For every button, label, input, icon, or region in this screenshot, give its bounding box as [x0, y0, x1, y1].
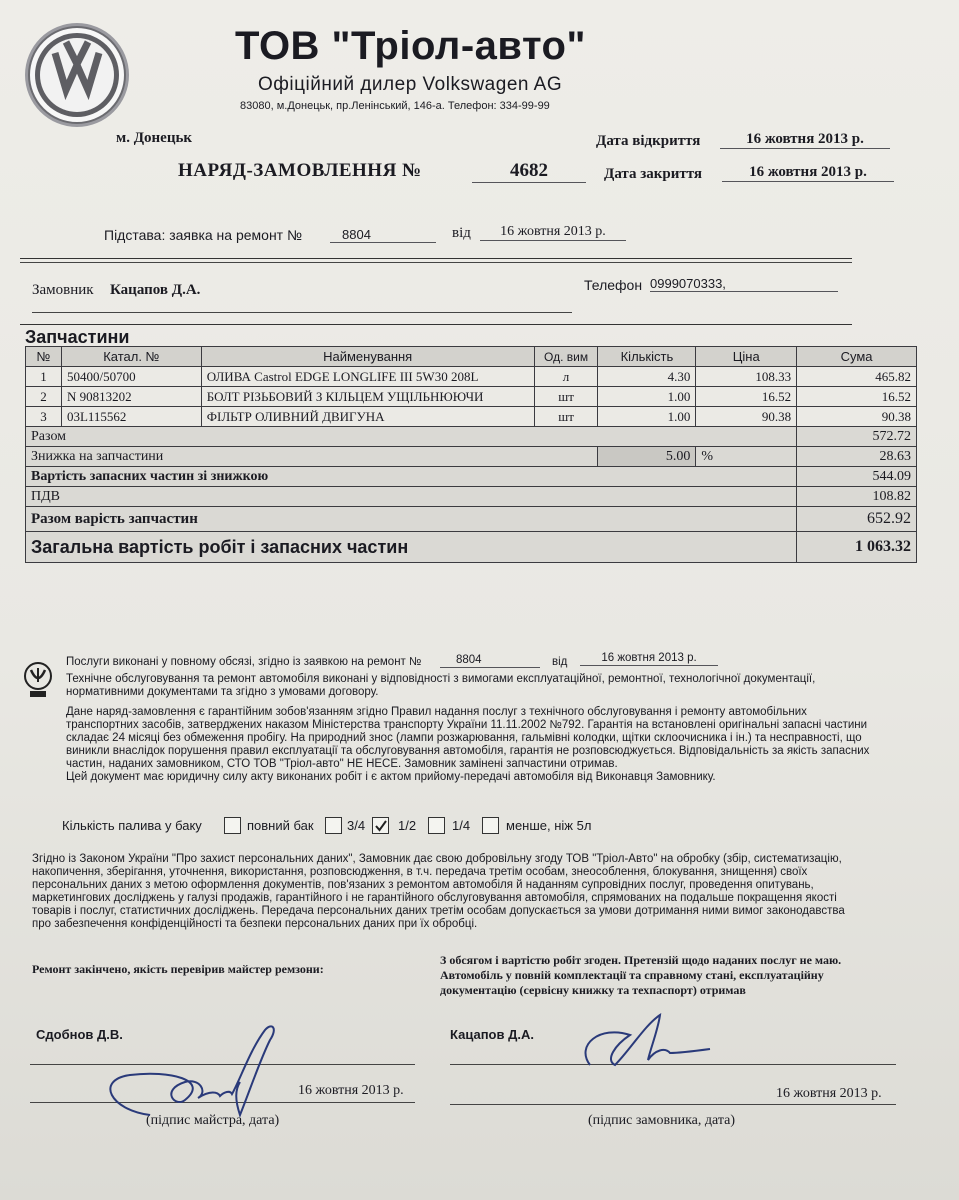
basis-label: Підстава: заявка на ремонт №	[104, 227, 303, 243]
services-date: 16 жовтня 2013 р.	[580, 652, 718, 666]
parts-title: Запчастини	[25, 327, 130, 347]
basis-from-label: від	[452, 225, 471, 241]
order-number: 4682	[472, 160, 586, 183]
col-header: Катал. №	[61, 347, 201, 367]
customer-signature-icon	[570, 1005, 720, 1075]
fuel-option-label: повний бак	[247, 818, 314, 833]
col-header: Ціна	[696, 347, 797, 367]
catalog-number: 03L115562	[61, 407, 201, 427]
subtotal-label: Разом	[26, 427, 797, 447]
parts-table	[25, 346, 917, 563]
warranty-line: Дане наряд-замовлення є гарантійним зобов'язанням згідно Правил надання послуг з технічного обслуговування і ремонту автомобільних	[66, 706, 807, 718]
vat-row	[26, 487, 917, 507]
price: 16.52	[696, 387, 797, 407]
city: м. Донецьк	[116, 130, 193, 146]
parts-total-value: 652.92	[797, 507, 917, 532]
quantity: 1.00	[598, 387, 696, 407]
privacy-line: персональних даних з метою оформлення документів, пов'язаних з ремонтом автомобіля й наданням супровідних послуг, проведення опитувань,	[32, 879, 814, 891]
volkswagen-logo-icon	[22, 20, 132, 130]
discount-percent-sign: %	[696, 447, 797, 467]
price: 90.38	[696, 407, 797, 427]
discount-value: 28.63	[797, 447, 917, 467]
fuel-under-5l-checkbox[interactable]	[482, 817, 499, 834]
services-from: від	[552, 656, 568, 668]
table-row	[26, 407, 917, 427]
quantity: 1.00	[598, 407, 696, 427]
col-header: Найменування	[201, 347, 534, 367]
fuel-option-label: менше, ніж 5л	[506, 818, 592, 833]
master-name: Сдобнов Д.В.	[36, 1027, 123, 1042]
table-row	[26, 387, 917, 407]
subtotal-row	[26, 427, 917, 447]
unit: шт	[534, 387, 598, 407]
customer-name-sign: Кацапов Д.А.	[450, 1027, 534, 1042]
basis-number: 8804	[330, 227, 436, 243]
warranty-line: складає 24 місяці без обмеження пробігу. На природний знос (лампи розжарювання, гальмівні колодки, щітки склоочисника і ін.) та несправності, що	[66, 732, 862, 744]
catalog-number: 50400/50700	[61, 367, 201, 387]
fuel-quarter-checkbox[interactable]	[428, 817, 445, 834]
privacy-line: товарів і послуг, статистичних досліджень. Передача персональних даних третім особам допускається за умови дотримання ними вимог законодавства	[32, 905, 845, 917]
part-name: ОЛИВА Castrol EDGE LONGLIFE III 5W30 208L	[201, 367, 534, 387]
master-signature-icon	[90, 1020, 290, 1130]
table-row	[26, 367, 917, 387]
customer-label: Замовник	[32, 282, 94, 298]
fuel-option-label: 1/4	[452, 818, 471, 833]
grand-total-row	[26, 532, 917, 563]
sum: 16.52	[797, 387, 917, 407]
customer-note-line: Автомобіль у повній комплектації та справному стані, експлуатаційну	[440, 968, 824, 982]
sum: 90.38	[797, 407, 917, 427]
certification-mark-icon	[22, 660, 58, 700]
discount-row	[26, 447, 917, 467]
customer-caption: (підпис замовника, дата)	[588, 1113, 736, 1128]
fuel-label: Кількість палива у баку	[62, 818, 202, 833]
discount-label: Знижка на запчастини	[26, 447, 598, 467]
privacy-line: Згідно із Законом України "Про захист персональних даних", Замовник дає свою добровільну згоду ТОВ "Тріол-Авто" на обробку (збір, систематизацію,	[32, 853, 842, 865]
terms-line: Технічне обслуговування та ремонт автомобіля виконані у відповідності з вимогами експлуатаційної, ремонтної, технологічної документації,	[66, 673, 816, 685]
fuel-three-quarter-checkbox[interactable]	[325, 817, 342, 834]
table-header-row	[26, 347, 917, 367]
privacy-line: маркетингових досліджень у галузі продажів, гарантійного і не гарантійного обслуговування автомобіля, спрямованих на подальше покращення якості	[32, 892, 837, 904]
open-date-label: Дата відкриття	[596, 133, 701, 149]
discounted-value: 544.09	[797, 467, 917, 487]
privacy-line: накопичення, зберігання, уточнення, використання, розповсюдження, в т.ч. передача третім особам, знеособлення, блокування, знищення) своїх	[32, 866, 808, 878]
privacy-line: про забезпечення конфіденційності та безпеки персональних даних при їх обробці.	[32, 918, 478, 930]
row-number: 1	[26, 367, 62, 387]
col-header: Кількість	[598, 347, 696, 367]
services-done-text: Послуги виконані у повному обсязі, згідно із заявкою на ремонт №	[66, 656, 422, 668]
open-date: 16 жовтня 2013 р.	[720, 131, 890, 149]
catalog-number: N 90813202	[61, 387, 201, 407]
master-date: 16 жовтня 2013 р.	[298, 1083, 404, 1098]
parts-total-row	[26, 507, 917, 532]
warranty-line: виникли внаслідок порушення правил експлуатації та обслуговування автомобіля, гарантія не розповсюджується. Відповідальність за якість запасних	[66, 745, 870, 757]
fuel-half-checkbox[interactable]	[372, 817, 389, 834]
customer-note-line: документацію (сервісну книжку та техпаспорт) отримав	[440, 983, 746, 997]
discounted-label: Вартість запасних частин зі знижкою	[26, 467, 797, 487]
phone: 0999070333,	[650, 276, 838, 292]
row-number: 3	[26, 407, 62, 427]
part-name: БОЛТ РІЗЬБОВИЙ З КІЛЬЦЕМ УЩІЛЬНЮЮЧИ	[201, 387, 534, 407]
part-name: ФІЛЬТР ОЛИВНИЙ ДВИГУНА	[201, 407, 534, 427]
row-number: 2	[26, 387, 62, 407]
discounted-row	[26, 467, 917, 487]
close-date: 16 жовтня 2013 р.	[722, 164, 894, 182]
col-header: Сума	[797, 347, 917, 367]
subtotal-value: 572.72	[797, 427, 917, 447]
customer-note-line: З обсягом і вартістю робіт згоден. Претензій щодо наданих послуг не маю.	[440, 953, 842, 967]
customer-name: Кацапов Д.А.	[110, 282, 201, 298]
services-number: 8804	[440, 654, 540, 668]
price: 108.33	[696, 367, 797, 387]
close-date-label: Дата закриття	[604, 166, 703, 182]
company-address: 83080, м.Донецьк, пр.Ленінський, 146-а. Телефон: 334-99-99	[240, 100, 550, 112]
dealer-line: Офіційний дилер Volkswagen AG	[258, 74, 563, 95]
fuel-option-label: 1/2	[398, 818, 417, 833]
company-name: ТОВ "Тріол-авто"	[235, 24, 586, 68]
fuel-full-checkbox[interactable]	[224, 817, 241, 834]
warranty-line: транспортних засобів, затверджених наказом Міністерства транспорту України 11.11.2002 №792. Гарантія на встановлені оригінальні запасні частини	[66, 719, 868, 731]
master-caption: (підпис майстра, дата)	[146, 1113, 280, 1128]
grand-total-label: Загальна вартість робіт і запасних частин	[26, 532, 797, 563]
order-title: НАРЯД-ЗАМОВЛЕННЯ №	[178, 160, 422, 181]
warranty-line: частин, наданих замовником, СТО ТОВ "Тріол-авто" НЕ НЕСЕ. Замовник замінені запчастини отримав.	[66, 758, 618, 770]
grand-total-value: 1 063.32	[797, 532, 917, 563]
checkmark-icon	[374, 819, 388, 833]
discount-percent: 5.00	[598, 447, 696, 467]
vat-value: 108.82	[797, 487, 917, 507]
phone-label: Телефон	[584, 277, 643, 293]
col-header: №	[26, 347, 62, 367]
sum: 465.82	[797, 367, 917, 387]
unit: шт	[534, 407, 598, 427]
quantity: 4.30	[598, 367, 696, 387]
warranty-line: Цей документ має юридичну силу акту виконаних робіт і є актом прийому-передачі автомобіля від Виконавця Замовнику.	[66, 771, 716, 783]
terms-line: нормативними документами та згідно з умовами договору.	[66, 686, 379, 698]
master-note: Ремонт закінчено, якість перевірив майстер ремзони:	[32, 962, 324, 976]
basis-date: 16 жовтня 2013 р.	[480, 224, 626, 241]
customer-date: 16 жовтня 2013 р.	[776, 1086, 882, 1101]
unit: л	[534, 367, 598, 387]
col-header: Од. вим	[534, 347, 598, 367]
parts-total-label: Разом варість запчастин	[26, 507, 797, 532]
fuel-option-label: 3/4	[347, 818, 366, 833]
vat-label: ПДВ	[26, 487, 797, 507]
